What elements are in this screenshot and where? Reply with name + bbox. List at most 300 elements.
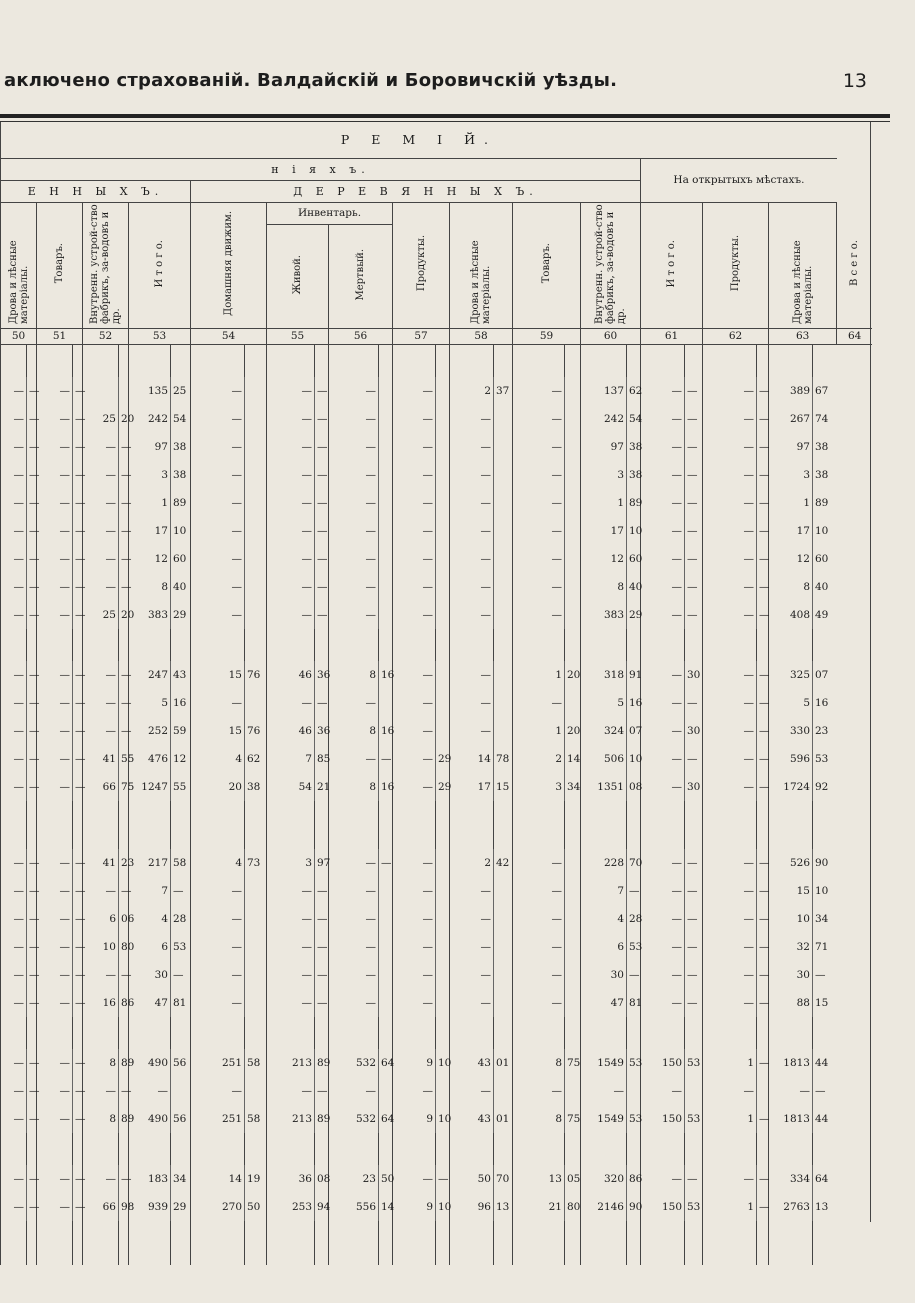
cell-kopecks — [379, 545, 393, 573]
cell-kopecks — [494, 433, 513, 461]
cell-kopecks: — — [27, 905, 37, 933]
cell-kopecks: — — [757, 433, 769, 461]
col-header-59: Товаръ. — [513, 202, 581, 328]
cell-rubles: — — [83, 1165, 119, 1193]
cell-rubles: 41 — [83, 745, 119, 773]
cell-kopecks — [565, 545, 581, 573]
cell-rubles: — — [641, 405, 685, 433]
cell-kopecks: 38 — [813, 433, 837, 461]
cell-rubles: — — [37, 745, 73, 773]
cell-rubles: 1351 — [581, 773, 627, 801]
cell-rubles: — — [641, 961, 685, 989]
cell-rubles: — — [703, 517, 757, 545]
cell-rubles: 47 — [129, 989, 171, 1017]
cell-rubles: 15 — [769, 877, 813, 905]
cell-kopecks — [245, 545, 267, 573]
column-number: 58 — [450, 328, 513, 344]
cell-kopecks: — — [315, 573, 329, 601]
cell-rubles: 50 — [450, 1165, 494, 1193]
cell-rubles: — — [703, 689, 757, 717]
cell-kopecks — [379, 489, 393, 517]
cell-rubles: — — [267, 877, 315, 905]
cell-kopecks: — — [119, 573, 129, 601]
cell-kopecks: — — [685, 1165, 703, 1193]
cell-kopecks: — — [27, 489, 37, 517]
cell-rubles: — — [1, 877, 27, 905]
cell-rubles: — — [513, 601, 565, 629]
cell-kopecks — [494, 877, 513, 905]
cell-kopecks: 16 — [627, 689, 641, 717]
cell-kopecks: 78 — [494, 745, 513, 773]
cell-rubles: 5 — [129, 689, 171, 717]
column-number: 62 — [703, 328, 769, 344]
cell-rubles: — — [329, 1077, 379, 1105]
cell-rubles: — — [191, 377, 245, 405]
cell-rubles: — — [641, 877, 685, 905]
cell-kopecks: — — [27, 601, 37, 629]
cell-rubles: 1 — [513, 717, 565, 745]
cell-rubles: — — [37, 461, 73, 489]
cell-rubles: — — [450, 717, 494, 745]
cell-rubles: — — [513, 433, 565, 461]
cell-kopecks — [494, 489, 513, 517]
cell-rubles: — — [450, 933, 494, 961]
cell-kopecks: 60 — [627, 545, 641, 573]
cell-kopecks: 40 — [171, 573, 191, 601]
cell-kopecks: 08 — [315, 1165, 329, 1193]
cell-kopecks: 92 — [813, 773, 837, 801]
cell-kopecks: 05 — [565, 1165, 581, 1193]
cell-rubles: 383 — [129, 601, 171, 629]
cell-rubles: 8 — [329, 773, 379, 801]
cell-kopecks: — — [119, 545, 129, 573]
cell-rubles: 270 — [191, 1193, 245, 1221]
cell-rubles: — — [1, 405, 27, 433]
cell-rubles: — — [329, 573, 379, 601]
cell-kopecks: 86 — [627, 1165, 641, 1193]
cell-rubles: 318 — [581, 661, 627, 689]
cell-kopecks: 10 — [436, 1105, 450, 1133]
cell-kopecks: 16 — [379, 773, 393, 801]
cell-kopecks: 10 — [627, 517, 641, 545]
cell-rubles: — — [641, 905, 685, 933]
cell-kopecks: 13 — [494, 1193, 513, 1221]
cell-kopecks: 20 — [565, 661, 581, 689]
cell-kopecks: — — [119, 961, 129, 989]
cell-kopecks: — — [73, 573, 83, 601]
cell-kopecks: — — [757, 573, 769, 601]
cell-rubles: 23 — [329, 1165, 379, 1193]
cell-rubles: — — [329, 905, 379, 933]
cell-kopecks: — — [73, 461, 83, 489]
cell-kopecks: — — [685, 961, 703, 989]
cell-rubles: — — [1, 601, 27, 629]
cell-kopecks — [245, 905, 267, 933]
cell-rubles: — — [641, 1165, 685, 1193]
cell-rubles: — — [513, 877, 565, 905]
cell-kopecks: 15 — [813, 989, 837, 1017]
table-row — [1, 1105, 873, 1133]
cell-rubles: 3 — [769, 461, 813, 489]
cell-kopecks: — — [119, 489, 129, 517]
cell-rubles: — — [83, 461, 119, 489]
cell-rubles: 251 — [191, 1105, 245, 1133]
cell-kopecks: — — [119, 877, 129, 905]
cell-kopecks — [436, 461, 450, 489]
cell-kopecks — [494, 661, 513, 689]
cell-rubles: — — [83, 517, 119, 545]
cell-kopecks: — — [757, 1105, 769, 1133]
cell-kopecks — [494, 545, 513, 573]
cell-rubles: — — [267, 905, 315, 933]
cell-kopecks — [245, 573, 267, 601]
col-header-60: Внутренн. устрой-ство фабрикъ, за-водовъ и др. — [581, 202, 641, 328]
cell-kopecks: — — [73, 989, 83, 1017]
cell-kopecks — [436, 601, 450, 629]
cell-kopecks — [565, 377, 581, 405]
cell-kopecks: 29 — [627, 601, 641, 629]
cell-rubles: — — [641, 1077, 685, 1105]
subtitle-derevyannykh: Д Е Р Е В Я Н Н Ы Х Ъ. — [191, 180, 641, 202]
cell-rubles: 4 — [191, 849, 245, 877]
table-row — [1, 661, 873, 689]
cell-rubles: 135 — [129, 377, 171, 405]
cell-rubles: — — [329, 601, 379, 629]
cell-rubles: 43 — [450, 1049, 494, 1077]
cell-rubles: — — [641, 661, 685, 689]
cell-kopecks: — — [757, 689, 769, 717]
cell-kopecks — [245, 877, 267, 905]
cell-rubles: — — [641, 461, 685, 489]
cell-rubles: — — [191, 1077, 245, 1105]
cell-rubles: 8 — [513, 1105, 565, 1133]
cell-kopecks: — — [685, 905, 703, 933]
cell-rubles: — — [191, 877, 245, 905]
cell-rubles: 15 — [191, 717, 245, 745]
cell-kopecks: — — [315, 601, 329, 629]
cell-kopecks — [436, 933, 450, 961]
cell-kopecks: 89 — [813, 489, 837, 517]
cell-kopecks: — — [73, 517, 83, 545]
table-row — [1, 489, 873, 517]
cell-kopecks: 38 — [627, 433, 641, 461]
cell-rubles: 150 — [641, 1049, 685, 1077]
cell-rubles: — — [703, 1165, 757, 1193]
table-row — [1, 573, 873, 601]
cell-kopecks: 54 — [627, 405, 641, 433]
cell-kopecks: 53 — [685, 1105, 703, 1133]
cell-rubles: — — [37, 1105, 73, 1133]
cell-rubles: — — [37, 1165, 73, 1193]
cell-kopecks: — — [685, 989, 703, 1017]
cell-rubles: — — [393, 1165, 436, 1193]
col-header-54: Домашняя движим. — [191, 202, 267, 328]
cell-rubles: 267 — [769, 405, 813, 433]
cell-rubles: 30 — [769, 961, 813, 989]
cell-rubles — [83, 377, 119, 405]
page-number: 13 — [842, 70, 867, 92]
cell-rubles: — — [450, 573, 494, 601]
cell-kopecks: — — [27, 433, 37, 461]
cell-rubles: — — [83, 717, 119, 745]
table-row — [1, 545, 873, 573]
cell-kopecks: — — [757, 661, 769, 689]
cell-rubles: 9 — [393, 1105, 436, 1133]
cell-rubles: — — [703, 461, 757, 489]
subtitle-nii: н і я х ъ. — [1, 158, 641, 180]
cell-kopecks — [565, 573, 581, 601]
cell-kopecks: 94 — [315, 1193, 329, 1221]
cell-kopecks: 10 — [436, 1193, 450, 1221]
cell-rubles: — — [191, 689, 245, 717]
cell-kopecks: — — [119, 517, 129, 545]
cell-kopecks: — — [27, 1105, 37, 1133]
cell-rubles: — — [1, 1193, 27, 1221]
cell-rubles: 47 — [581, 989, 627, 1017]
cell-kopecks: — — [757, 849, 769, 877]
cell-rubles: — — [513, 905, 565, 933]
cell-kopecks — [245, 601, 267, 629]
cell-rubles: 9 — [393, 1193, 436, 1221]
cell-kopecks: 14 — [565, 745, 581, 773]
cell-rubles: 5 — [581, 689, 627, 717]
cell-rubles: — — [703, 905, 757, 933]
table-row — [1, 433, 873, 461]
cell-rubles: — — [1, 961, 27, 989]
cell-kopecks: — — [757, 1193, 769, 1221]
cell-kopecks: 53 — [627, 1049, 641, 1077]
cell-kopecks: — — [119, 717, 129, 745]
cell-kopecks — [379, 1077, 393, 1105]
cell-kopecks: 56 — [171, 1105, 191, 1133]
cell-kopecks: — — [685, 489, 703, 517]
cell-kopecks: 74 — [813, 405, 837, 433]
cell-kopecks: 60 — [171, 545, 191, 573]
cell-rubles: — — [267, 933, 315, 961]
table-row — [1, 989, 873, 1017]
cell-kopecks — [379, 961, 393, 989]
cell-kopecks: — — [27, 573, 37, 601]
cell-kopecks: 60 — [813, 545, 837, 573]
cell-kopecks: — — [627, 877, 641, 905]
cell-kopecks: — — [757, 933, 769, 961]
cell-rubles: 2 — [450, 849, 494, 877]
cell-rubles: — — [1, 773, 27, 801]
cell-kopecks — [379, 905, 393, 933]
cell-rubles: 2 — [513, 745, 565, 773]
cell-rubles: — — [393, 689, 436, 717]
cell-rubles: — — [393, 601, 436, 629]
cell-kopecks: — — [73, 1049, 83, 1077]
cell-kopecks: 29 — [436, 773, 450, 801]
cell-kopecks — [245, 961, 267, 989]
cell-kopecks: — — [315, 905, 329, 933]
cell-rubles: — — [329, 849, 379, 877]
cell-kopecks: 29 — [171, 1193, 191, 1221]
cell-kopecks — [436, 377, 450, 405]
cell-kopecks: 50 — [379, 1165, 393, 1193]
cell-rubles: 6 — [581, 933, 627, 961]
cell-kopecks — [245, 489, 267, 517]
cell-rubles: 490 — [129, 1105, 171, 1133]
cell-kopecks — [436, 989, 450, 1017]
cell-kopecks: 37 — [494, 377, 513, 405]
cell-kopecks: 38 — [627, 461, 641, 489]
cell-rubles: — — [450, 461, 494, 489]
cell-kopecks: — — [73, 717, 83, 745]
cell-rubles: — — [703, 989, 757, 1017]
cell-kopecks: — — [73, 405, 83, 433]
cell-rubles: — — [641, 745, 685, 773]
cell-kopecks — [757, 1077, 769, 1105]
cell-kopecks: 89 — [627, 489, 641, 517]
cell-rubles: — — [83, 1077, 119, 1105]
cell-kopecks — [119, 377, 129, 405]
cell-kopecks: — — [171, 961, 191, 989]
column-number: 57 — [393, 328, 450, 344]
cell-rubles: — — [703, 545, 757, 573]
cell-rubles: 8 — [581, 573, 627, 601]
cell-rubles: — — [37, 961, 73, 989]
table-row — [1, 517, 873, 545]
cell-rubles: — — [267, 961, 315, 989]
cell-kopecks: 64 — [379, 1049, 393, 1077]
cell-rubles: — — [37, 1077, 73, 1105]
cell-kopecks: — — [73, 933, 83, 961]
column-number: 53 — [129, 328, 191, 344]
subtitle-enny: Е Н Н Ы Х Ъ. — [1, 180, 191, 202]
cell-rubles: — — [37, 377, 73, 405]
cell-kopecks — [245, 989, 267, 1017]
cell-kopecks: — — [171, 877, 191, 905]
cell-rubles: — — [450, 405, 494, 433]
col-header-58: Дрова и лѣсные матеріалы. — [450, 202, 513, 328]
cell-rubles: — — [450, 601, 494, 629]
cell-rubles: — — [329, 433, 379, 461]
cell-kopecks — [436, 661, 450, 689]
cell-rubles: 8 — [329, 717, 379, 745]
cell-rubles: 30 — [129, 961, 171, 989]
cell-rubles: — — [267, 517, 315, 545]
cell-kopecks: 10 — [627, 745, 641, 773]
cell-rubles: — — [393, 961, 436, 989]
cell-rubles: — — [37, 717, 73, 745]
cell-rubles: 939 — [129, 1193, 171, 1221]
cell-kopecks: 53 — [685, 1049, 703, 1077]
cell-kopecks: 50 — [245, 1193, 267, 1221]
table-row — [1, 461, 873, 489]
cell-kopecks: — — [27, 377, 37, 405]
cell-rubles: 1 — [703, 1193, 757, 1221]
cell-kopecks — [494, 1077, 513, 1105]
cell-kopecks: 34 — [565, 773, 581, 801]
cell-rubles: — — [37, 517, 73, 545]
cell-kopecks: 90 — [813, 849, 837, 877]
cell-rubles: — — [37, 489, 73, 517]
cell-kopecks: — — [73, 1165, 83, 1193]
cell-rubles: — — [641, 377, 685, 405]
cell-rubles: — — [1, 1105, 27, 1133]
table-row — [1, 933, 873, 961]
cell-rubles: — — [513, 961, 565, 989]
cell-rubles: — — [37, 1049, 73, 1077]
cell-kopecks: 53 — [685, 1193, 703, 1221]
cell-rubles: 10 — [769, 905, 813, 933]
cell-kopecks: 01 — [494, 1049, 513, 1077]
cell-kopecks: — — [27, 773, 37, 801]
cell-rubles: 8 — [513, 1049, 565, 1077]
cell-rubles: — — [83, 961, 119, 989]
cell-rubles: 25 — [83, 405, 119, 433]
table-row — [1, 601, 873, 629]
cell-kopecks: 38 — [171, 433, 191, 461]
cell-rubles: 2 — [450, 377, 494, 405]
cell-kopecks — [565, 961, 581, 989]
cell-rubles: 253 — [267, 1193, 315, 1221]
cell-rubles: 8 — [83, 1049, 119, 1077]
cell-kopecks — [494, 405, 513, 433]
cell-rubles: — — [393, 933, 436, 961]
cell-kopecks: — — [685, 433, 703, 461]
cell-kopecks — [436, 489, 450, 517]
cell-rubles: 12 — [581, 545, 627, 573]
cell-kopecks: 28 — [171, 905, 191, 933]
cell-rubles: — — [191, 489, 245, 517]
cell-rubles: — — [1, 377, 27, 405]
cell-kopecks: — — [27, 689, 37, 717]
cell-rubles: 325 — [769, 661, 813, 689]
cell-kopecks: 81 — [627, 989, 641, 1017]
cell-kopecks — [379, 989, 393, 1017]
cell-kopecks: 64 — [379, 1105, 393, 1133]
cell-kopecks: 62 — [627, 377, 641, 405]
cell-rubles: 43 — [450, 1105, 494, 1133]
cell-rubles: — — [703, 773, 757, 801]
cell-rubles: — — [1, 933, 27, 961]
table-row — [1, 1049, 873, 1077]
cell-kopecks: 49 — [813, 601, 837, 629]
cell-rubles: — — [393, 573, 436, 601]
cell-kopecks — [379, 877, 393, 905]
open-places-header: На открытыхъ мѣстахъ. — [641, 158, 837, 202]
cell-rubles: 1 — [703, 1105, 757, 1133]
cell-kopecks: 20 — [119, 601, 129, 629]
cell-kopecks — [565, 905, 581, 933]
cell-rubles: — — [329, 377, 379, 405]
col-header-50: Дрова и лѣсные матеріалы. — [1, 202, 37, 328]
cell-kopecks — [436, 849, 450, 877]
cell-rubles: — — [329, 517, 379, 545]
cell-rubles: — — [83, 689, 119, 717]
cell-rubles: 97 — [769, 433, 813, 461]
cell-kopecks: 14 — [379, 1193, 393, 1221]
cell-kopecks: — — [757, 1049, 769, 1077]
cell-rubles: — — [641, 601, 685, 629]
cell-kopecks: 40 — [813, 573, 837, 601]
cell-rubles: — — [191, 573, 245, 601]
cell-kopecks: — — [757, 461, 769, 489]
cell-kopecks: — — [315, 433, 329, 461]
table-row — [1, 689, 873, 717]
cell-kopecks: 55 — [171, 773, 191, 801]
cell-kopecks: 40 — [627, 573, 641, 601]
cell-rubles: — — [641, 689, 685, 717]
col-header-56: Мертвый. — [329, 224, 393, 328]
cell-kopecks: 23 — [119, 849, 129, 877]
cell-rubles: — — [393, 461, 436, 489]
cell-rubles: 532 — [329, 1049, 379, 1077]
cell-kopecks: 75 — [565, 1105, 581, 1133]
